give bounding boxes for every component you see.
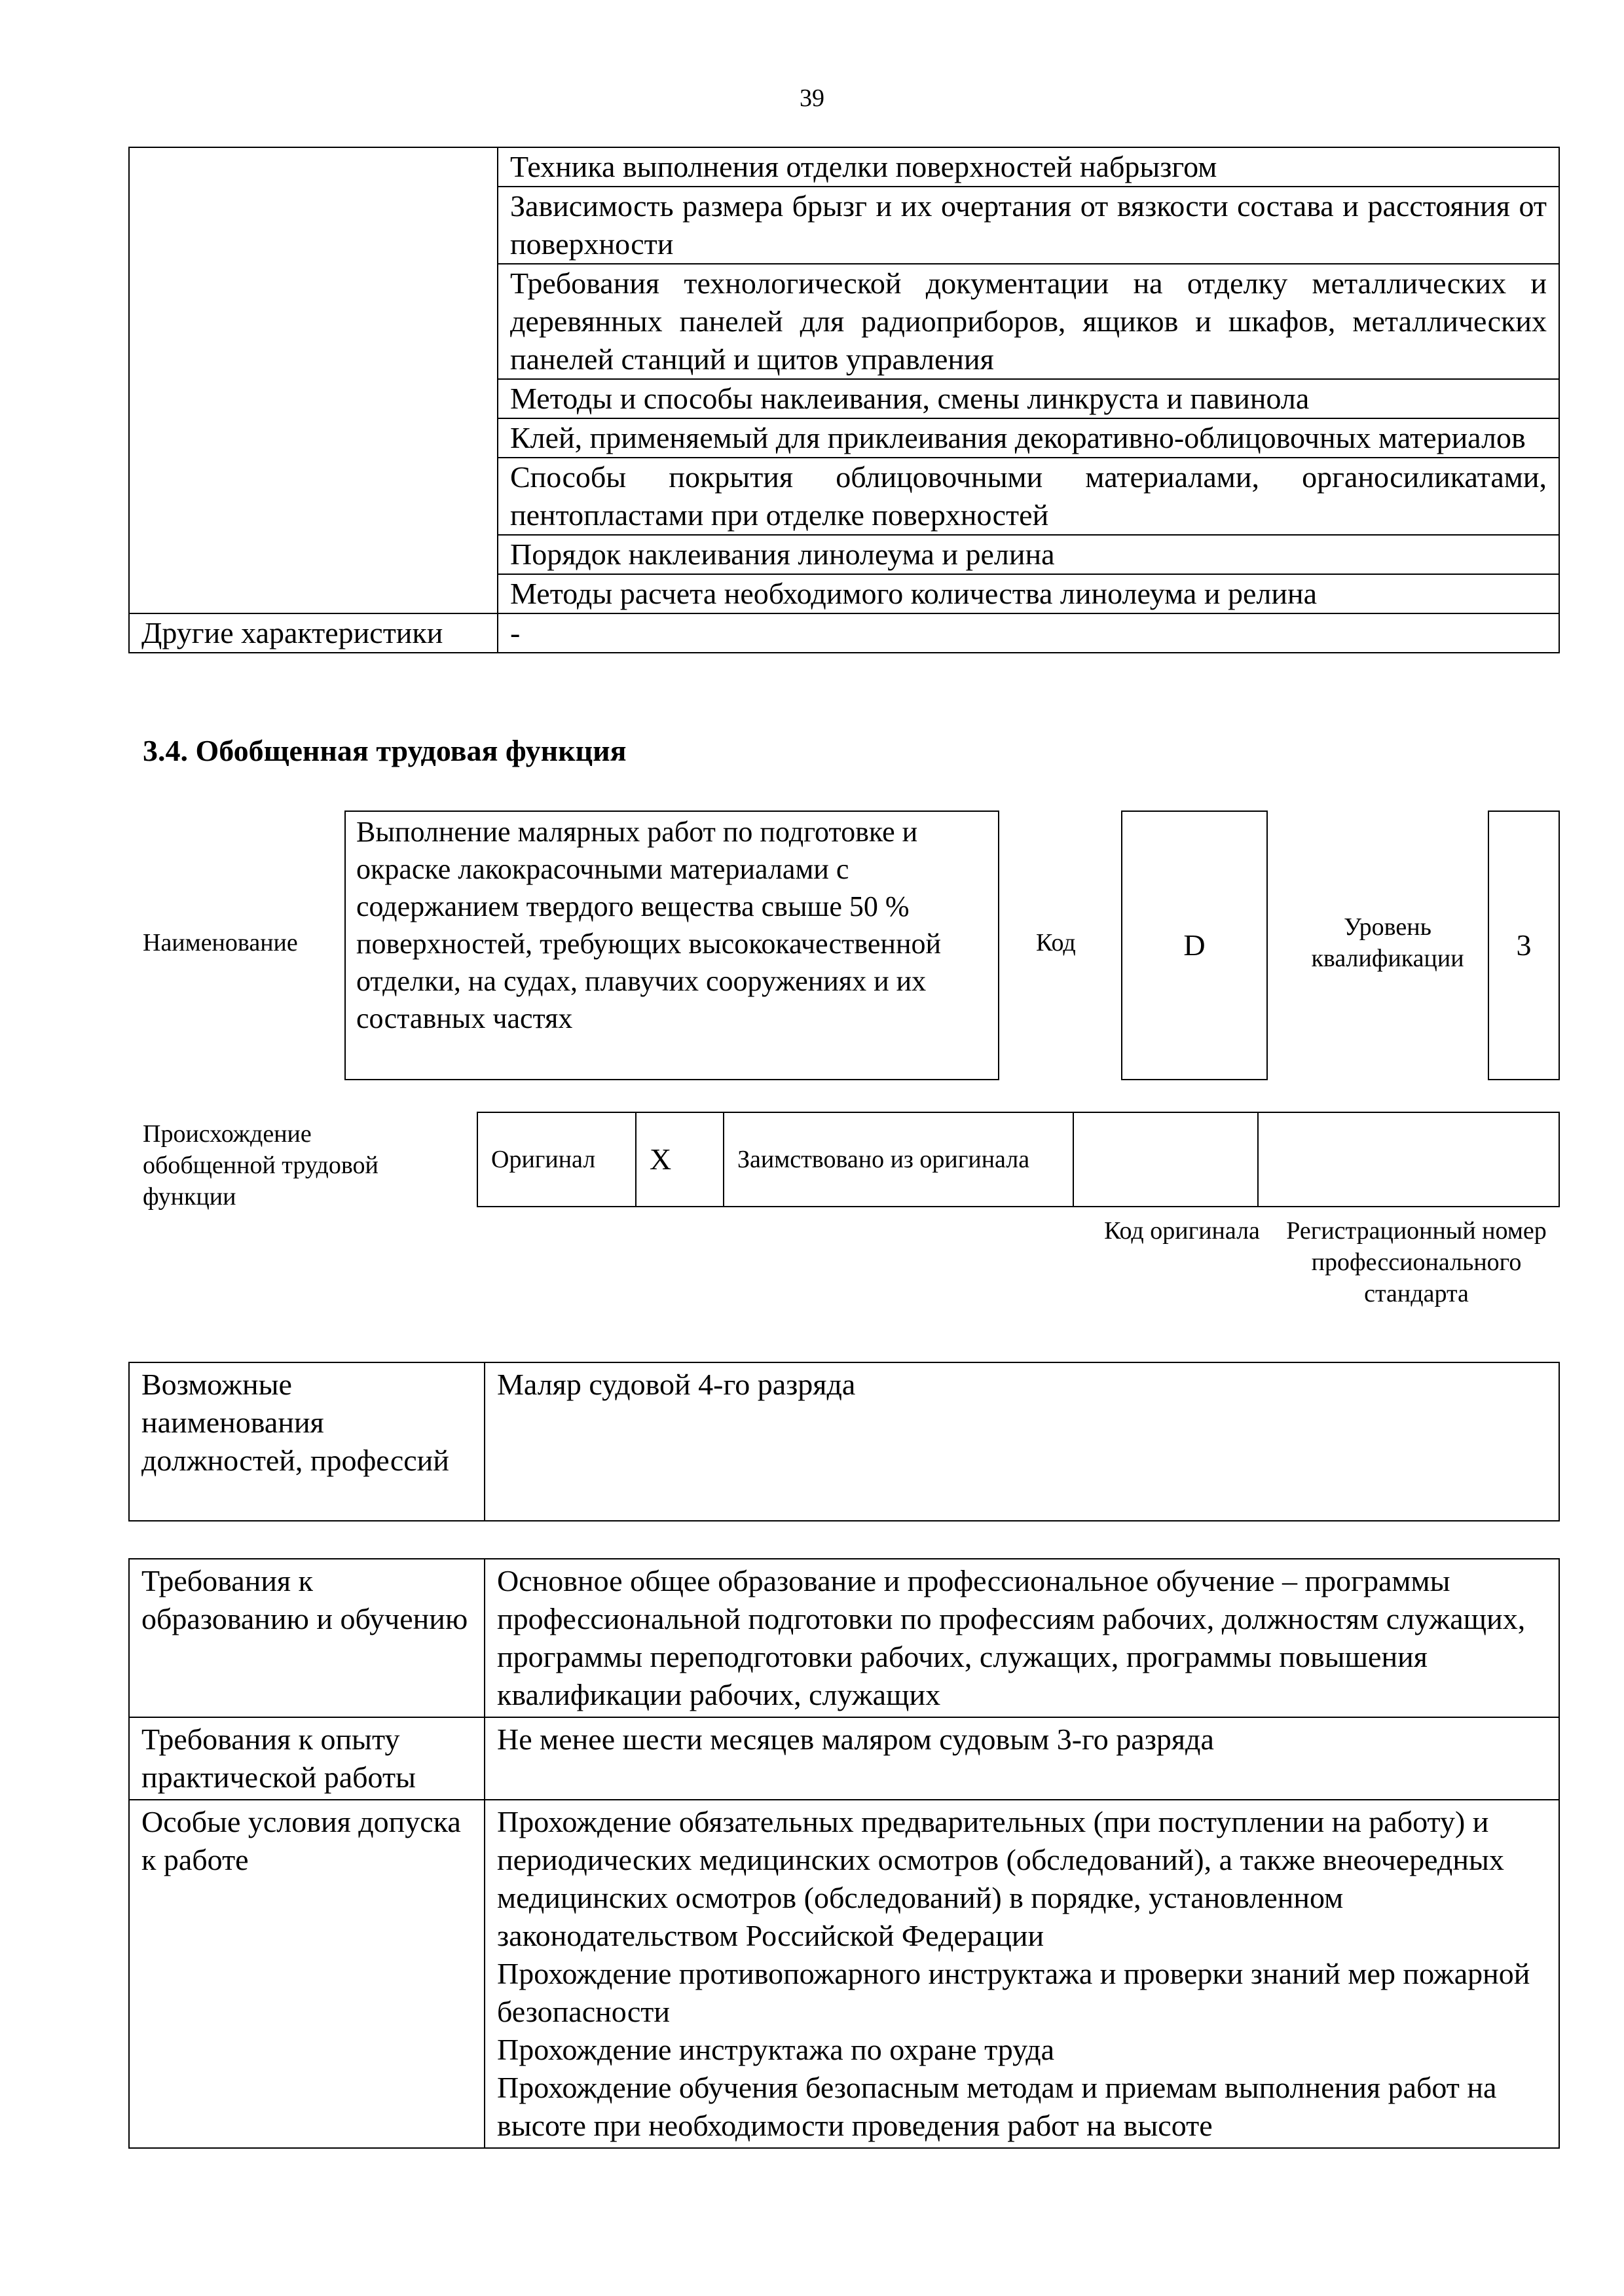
knowledge-item: Зависимость размера брызг и их очертания от вязкости состава и расстояния от поверхности <box>498 187 1559 264</box>
education-value: Основное общее образование и профессиональное обучение – программы профессиональной подготовки по профессиям рабочих, должностям служащих, программы переподготовки рабочих, служащих, программы повышения квалификации рабочих, служащих <box>485 1559 1559 1717</box>
knowledge-item: Методы и способы наклеивания, смены линкруста и павинола <box>498 379 1559 418</box>
section-heading: 3.4. Обобщенная трудовая функция <box>143 734 627 767</box>
reg-number-caption: Регистрационный номер профессионального стандарта <box>1286 1217 1547 1307</box>
code-original-cell <box>1073 1112 1258 1207</box>
page-number: 39 <box>800 84 824 112</box>
origin-table <box>477 1112 1560 1207</box>
other-characteristics-value: - <box>498 613 1559 653</box>
special-conditions-label: Особые условия допуска к работе <box>129 1800 485 2148</box>
condition-line: Прохождение обучения безопасным методам и приемам выполнения работ на высоте при необходимости проведения работ на высоте <box>497 2071 1497 2142</box>
origin-label: Происхождение обобщенной трудовой функции <box>143 1120 378 1211</box>
knowledge-item: Техника выполнения отделки поверхностей набрызгом <box>498 147 1559 187</box>
condition-line: Прохождение противопожарного инструктажа и проверки знаний мер пожарной безопасности <box>497 1957 1530 2028</box>
requirements-table <box>128 1558 1560 2149</box>
original-label: Оригинал <box>477 1112 636 1207</box>
empty-label-cell <box>129 147 498 613</box>
knowledge-item: Методы расчета необходимого количества линолеума и релина <box>498 574 1559 613</box>
code-label: Код <box>1036 929 1076 957</box>
experience-label: Требования к опыту практической работы <box>129 1717 485 1800</box>
positions-table <box>128 1362 1560 1522</box>
education-label: Требования к образованию и обучению <box>129 1559 485 1717</box>
condition-line: Прохождение обязательных предварительных (при поступлении на работу) и периодических медицинских осмотров (обследований), а также внеочередных медицинских осмотров (обследований) в порядке, установленном законодательством Российской Федерации <box>497 1805 1504 1952</box>
positions-label: Возможные наименования должностей, профессий <box>129 1362 485 1521</box>
original-mark: X <box>636 1112 724 1207</box>
code-box: D <box>1121 811 1268 1080</box>
name-label: Наименование <box>143 929 298 957</box>
function-name-box: Выполнение малярных работ по подготовке и окраске лакокрасочными материалами с содержанием твердого вещества свыше 50 % поверхностей, требующих высококачественной отделки, на судах, плавучих сооружениях и их составных частях <box>344 811 999 1080</box>
knowledge-item: Порядок наклеивания линолеума и релина <box>498 535 1559 574</box>
experience-value: Не менее шести месяцев маляром судовым 3-го разряда <box>485 1717 1559 1800</box>
special-conditions-value <box>485 1800 1559 2148</box>
borrowed-label: Заимствовано из оригинала <box>724 1112 1073 1207</box>
knowledge-item: Клей, применяемый для приклеивания декоративно-облицовочных материалов <box>498 418 1559 458</box>
knowledge-item: Способы покрытия облицовочными материалами, органосиликатами, пентопластами при отделке поверхностей <box>498 458 1559 535</box>
reg-number-cell <box>1258 1112 1559 1207</box>
condition-line: Прохождение инструктажа по охране труда <box>497 2033 1055 2066</box>
knowledge-table <box>128 147 1560 653</box>
positions-value: Маляр судовой 4-го разряда <box>485 1362 1559 1521</box>
level-label: Уровень квалификации <box>1311 913 1464 972</box>
level-box: 3 <box>1488 811 1560 1080</box>
code-original-caption: Код оригинала <box>1104 1217 1260 1245</box>
knowledge-item: Требования технологической документации на отделку металлических и деревянных панелей для радиоприборов, ящиков и шкафов, металлических панелей станций и щитов управления <box>498 264 1559 379</box>
other-characteristics-label: Другие характеристики <box>129 613 498 653</box>
